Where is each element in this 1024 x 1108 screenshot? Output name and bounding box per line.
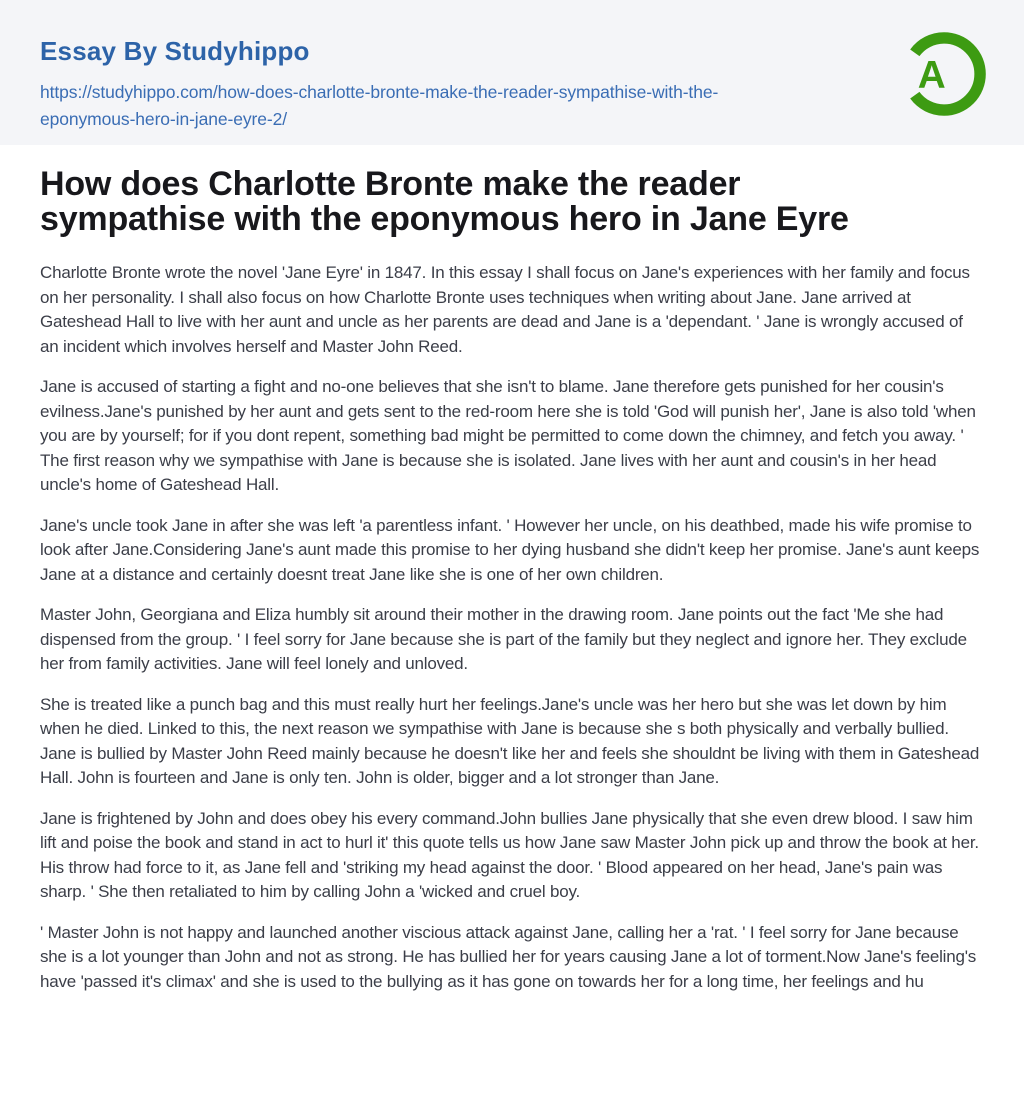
essay-title: How does Charlotte Bronte make the reader sympathise with the eponymous hero in Jane Eyre [40,165,849,238]
essay-paragraph: Charlotte Bronte wrote the novel 'Jane Eyre' in 1847. In this essay I shall focus on Jane's experiences with her family and focus on her personality. I shall also focus on how Charlotte Bronte uses techniques when writing about Jane. Jane arrived at Gateshead Hall to live with her aunt and uncle as her parents are dead and Jane is a 'dependant. ' Jane is wrongly accused of an incident which involves herself and Master John Reed. [40,263,970,356]
logo-letter: A [917,54,946,98]
header-text-block [40,36,810,133]
essay-content [0,145,1024,1050]
essay-url-link[interactable]: https://studyhippo.com/how-does-charlotte-bronte-make-the-reader-sympathise-with-the-eponymous-hero-in-jane-eyre-2/ [40,82,719,129]
essay-paragraph: Jane is accused of starting a fight and no-one believes that she isn't to blame. Jane therefore gets punished for her cousin's evilness.Jane's punished by her aunt and gets sent to the red-room here she is told 'God will punish her', Jane is also told 'when you are by yourself; for if you dont repent, something bad might be permitted to come down the chimney, and fetch you away. ' The first reason why we sympathise with Jane is because she is isolated. Jane lives with her aunt and cousin's in her head uncle's home of Gateshead Hall. [40,377,976,494]
essay-paragraph: Jane is frightened by John and does obey his every command.John bullies Jane physically that she even drew blood. I saw him lift and poise the book and stand in act to hurl it' this quote tells us how Jane saw Master John pick up and throw the book at her. His throw had force to it, as Jane fell and 'striking my head against the door. ' Blood appeared on her head, Jane's pain was sharp. ' She then retaliated to him by calling John a 'wicked and cruel boy. [40,808,979,901]
essay-paragraph: She is treated like a punch bag and this must really hurt her feelings.Jane's uncle was her hero but she was let down by him when he died. Linked to this, the next reason we sympathise with Jane is because she s both physically and verbally bullied. Jane is bullied by Master John Reed mainly because he doesn't like her and feels she shouldnt be living with them in Gateshead Hall. John is fourteen and Jane is only ten. John is older, bigger and a lot stronger than Jane. [40,694,980,787]
page-header [0,0,1024,145]
essay-paragraph: Jane's uncle took Jane in after she was left 'a parentless infant. ' However her uncle, on his deathbed, made his wife promise to look after Jane.Considering Jane's aunt made this promise to her dying husband she didn't keep her promise. Jane's aunt keeps Jane at a distance and certainly doesnt treat Jane like she is one of her own children. [40,515,980,584]
studyhippo-logo [900,30,988,118]
essay-body [40,261,984,994]
site-title: Essay By Studyhippo [40,36,310,66]
essay-paragraph: Master John, Georgiana and Eliza humbly sit around their mother in the drawing room. Jane points out the fact 'Me she had dispensed from the group. ' I feel sorry for Jane because she is part of the family but they neglect and ignore her. They exclude her from family activities. Jane will feel lonely and unloved. [40,605,967,673]
essay-paragraph: ' Master John is not happy and launched another viscious attack against Jane, calling her a 'rat. ' I feel sorry for Jane because she is a lot younger than John and not as strong. He has bullied her for years causing Jane a lot of torment.Now Jane's feeling's have 'passed it's climax' and she is used to the bullying as it has gone on towards her for a long time, her feelings and hu [40,922,977,991]
